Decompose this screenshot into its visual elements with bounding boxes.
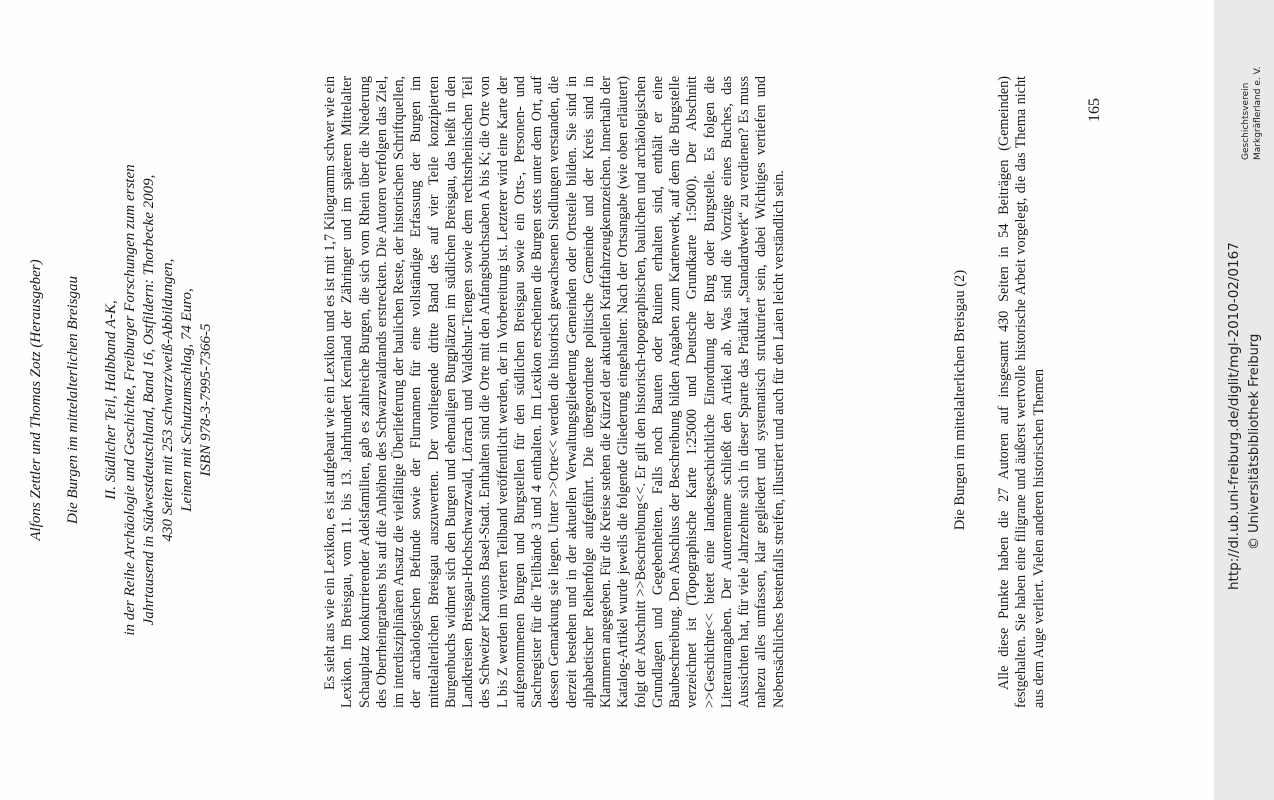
society-name-line1: Geschichtsverein [1241, 82, 1251, 160]
review-body [322, 76, 788, 708]
review-subtitle: II. Südlicher Teil, Halbband A-K, [103, 300, 119, 500]
library-credit: © Universitätsbibliothek Freiburg [1247, 333, 1262, 550]
society-name-line2: Markgräflerland e. V. [1253, 66, 1263, 160]
source-url-link[interactable]: http://dl.ub.uni-freiburg.de/diglit/mgl-2010-02/0167 [1226, 242, 1242, 590]
rotated-sidebar-content [1214, 0, 1274, 800]
review-details-line2: Leinen mit Schutzumschlag, 74 Euro, [179, 288, 195, 512]
section2-body [996, 76, 1048, 708]
review-title: Die Burgen im mittelalterlichen Breisgau [65, 276, 81, 525]
review-details-line1: 430 Seiten mit 253 schwarz/weiß-Abbildungen, [160, 258, 176, 542]
page-number: 165 [1086, 98, 1103, 122]
viewer-sidebar [1214, 0, 1274, 800]
review-paragraph-2: Alle diese Punkte haben die 27 Autoren auf insgesamt 430 Seiten in 54 Beiträgen (Gemeinden) festgehalten. Sie haben eine filigrane und äußerst wertvolle historische Arbeit vorgelegt, die das Thema nicht aus dem Auge verliert. Vielen anderen historischen Themen [996, 76, 1047, 708]
section2-heading: Die Burgen im mittelalterlichen Breisgau (2) [952, 269, 968, 531]
review-authors: Alfons Zettler und Thomas Zotz (Herausgeber) [28, 259, 44, 541]
review-series-line1: in der Reihe Archäologie und Geschichte, Freiburger Forschungen zum ersten [122, 164, 138, 636]
review-series-line2: Jahrtausend in Südwestdeutschland, Band 16, Ostfildern: Thorbecke 2009, [141, 174, 157, 626]
review-isbn: ISBN 978-3-7995-7366-5 [198, 323, 214, 477]
review-paragraph-1: Es sieht aus wie ein Lexikon, es ist aufgebaut wie ein Lexikon und es ist mit 1,7 Kilogramm schwer wie ein Lexikon. Im Breisgau, vom 11. bis 13. Jahrhundert Kernland der Zähringer und im späteren Mittelalter Schauplatz konkurrierender Adelsfamilien, gab es zahlreiche Burgen, die sich vom Rhein über die Niederung des Oberrheingrabens bis auf die Anhöhen des Schwarzwaldrands erstreckten. Die Autoren verfolgen das Ziel, im interdisziplinären Ansatz die vielfältige Überlieferung der baulichen Reste, der historischen Schriftquellen, der archäologischen Befunde sowie der Flurnamen für eine vollständige Erfassung der Burgen im mittelalterlichen Breisgau auszuwerten. Der vorliegende dritte Band des auf vier Teile konzipierten Burgenbuchs widmet sich den Burgen und ehemaligen Burgplätzen im südlichen Breisgau, das heißt in den Landkreisen Breisgau-Hochschwarzwald, Lörrach und Waldshut-Tiengen sowie dem rechtsrheinischen Teil des Schweizer Kantons Basel-Stadt. Enthalten sind die Orte mit den Anfangsbuchstaben A bis K; die Orte von L bis Z werden im vierten Teilband veröffentlicht werden, der in Vorbereitung ist. Letzterer wird eine Karte der aufgenommenen Burgen und Burgstellen für den südlichen Breisgau sowie ein Orts-, Personen- und Sachregister für die Teilbände 3 und 4 enthalten. Im Lexikon erscheinen die Burgen stets unter dem Ort, auf dessen Gemarkung sie liegen. Unter >>Orte<< werden die historisch gewachsenen Siedlungen verstanden, die derzeit bestehen und in der aktuellen Verwaltungsgliederung Gemeinden oder Ortsteile bilden. Sie sind in alphabetischer Reihenfolge aufgeführt. Die übergeordnete politische Gemeinde und der Kreis sind in Klammern angegeben. Für die Kreise stehen die Kürzel der aktuellen Kraftfahrzeugkennzeichen. Innerhalb der Katalog-Artikel wurde jeweils die folgende Gliederung eingehalten: Nach der Ortsangabe (wie oben erläutert) folgt der Abschnitt >>Beschreibung<<. Er gilt den historisch-topographischen, baulichen und archäologischen Grundlagen und Gegebenheiten. Falls noch Bauten oder Ruinen erhalten sind, enthält er eine Baubeschreibung. Den Abschluss der Beschreibung bilden Angaben zum Kartenwerk, auf dem die Burgstelle verzeichnet ist (Topographische Karte 1:25000 und Deutsche Grundkarte 1:5000). Der Abschnitt >>Geschichte<< bietet eine landesgeschichtliche Einordnung der Burg oder Burgstelle. Es folgen die Literaturangaben. Der Autorenname schließt den Artikel ab. Was sind die Vorzüge eines Buches, das Aussichten hat, für viele Jahrzehnte sich in dieser Sparte das Prädikat „Standardwerk“ zu verdienen? Es muss nahezu alles umfassen, klar gegliedert und systematisch strukturiert sein, dabei Wichtiges vertiefen und Nebensächliches bestenfalls streifen, illustriert und auch für den Laien leicht verständlich sein. [322, 76, 787, 708]
